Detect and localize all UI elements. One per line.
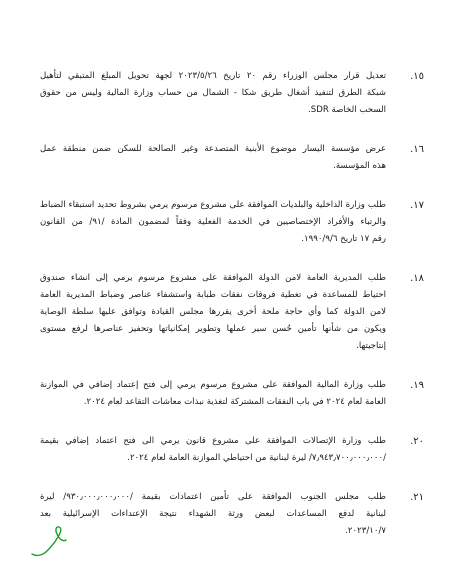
item-number: ٢٠. <box>410 436 424 447</box>
item-text-line: طلب وزارة الإتصالات الموافقة على مشروع قانون يرمي الى فتح اعتماد إضافي بقيمة <box>40 436 386 446</box>
agenda-item-20 <box>40 433 424 467</box>
item-number: ١٩. <box>410 380 424 391</box>
item-text-line: طلب وزارة المالية الموافقة على مشروع مرسوم يرمي إلى فتح إعتماد إضافي في الموازنة <box>40 380 386 390</box>
item-text-line: والرتباء والأفراد الإختصاصيين في الخدمة الفعلية وفقاً لمضمون المادة /٩١/ من القانون <box>40 217 386 227</box>
item-number: ٢١. <box>410 492 424 503</box>
item-text-line: لامن الدولة كما وأي حاجة ملحة أخرى يقررها مجلس القيادة وتوافق عليها سلطة الوصاية <box>40 307 386 317</box>
green-signature-mark <box>28 520 70 560</box>
item-number: ١٨. <box>410 273 424 284</box>
item-text-line: هذه المؤسسة. <box>333 161 386 171</box>
agenda-item-17 <box>40 197 424 248</box>
item-text-line: ٢٠٢٣/١٠/٧. <box>345 526 386 536</box>
agenda-item-16 <box>40 141 424 175</box>
item-text-line: لبنانية لدفع المساعدات لبعض ورثة الشهداء نتيجة الإعتداءات الإسرائيلية بعد <box>40 509 386 519</box>
item-text-line: العامة لعام ٢٠٢٤ في باب النفقات المشتركة لتغذية نبذات معاشات التقاعد لعام ٢٠٢٤. <box>83 397 386 407</box>
agenda-item-19 <box>40 377 424 411</box>
item-text-line: طلب مجلس الجنوب الموافقة على تأمين اعتمادات بقيمة /٩٣٠٫٠٠٠٫٠٠٠٫٠٠٠/ ليرة <box>40 492 386 502</box>
item-text-line: تعديل قرار مجلس الوزراء رقم ٢٠ تاريخ ٢٠٢٣/٥/٢٦ لجهة تحويل المبلغ المتبقي لتأهيل <box>40 71 386 81</box>
item-text-line: إنتاجيتها. <box>356 341 386 351</box>
agenda-item-21 <box>40 489 424 540</box>
item-text-line: السحب الخاصة SDR. <box>308 105 386 115</box>
item-number: ١٦. <box>410 144 424 155</box>
item-number: ١٥. <box>410 71 424 82</box>
item-text-line: طلب المديرية العامة لامن الدولة الموافقة على مشروع مرسوم يرمي إلى انشاء صندوق <box>40 273 386 283</box>
item-text-line: عرض مؤسسة اليسار موضوع الأبنية المتصدعة وغير الصالحة للسكن ضمن منطقة عمل <box>40 144 386 154</box>
agenda-list <box>40 68 424 540</box>
agenda-item-18 <box>40 270 424 355</box>
item-text-line: /٧٫٩٤٣٫٧٠٠٫٠٠٠٫٠٠٠/ ليرة لبنانية من احتياطي الموازنة العامة لعام ٢٠٢٤. <box>127 453 386 463</box>
item-text-line: طلب وزارة الداخلية والبلديات الموافقة على مشروع مرسوم يرمي بشروط تحديد استبقاء الضباط <box>40 200 386 210</box>
item-number: ١٧. <box>410 200 424 211</box>
item-text-line: ويكون من شأنها تأمين حُسن سير عملها وتطوير إمكانياتها وتحفيز عناصرها لرفع مستوى <box>40 324 386 334</box>
item-text-line: رقم ١٧ تاريخ ١٩٩٠/٩/٦. <box>301 234 386 244</box>
item-text-line: شبكة الطرق لتنفيذ أشغال طريق شكا - الشمال من حساب وزارة المالية وليس من حقوق <box>40 88 386 98</box>
item-text-line: احتياط للمساعدة في تغطية فروقات نفقات طبابة واستشفاء عناصر وضباط المديرية العامة <box>40 290 386 300</box>
agenda-item-15 <box>40 68 424 119</box>
